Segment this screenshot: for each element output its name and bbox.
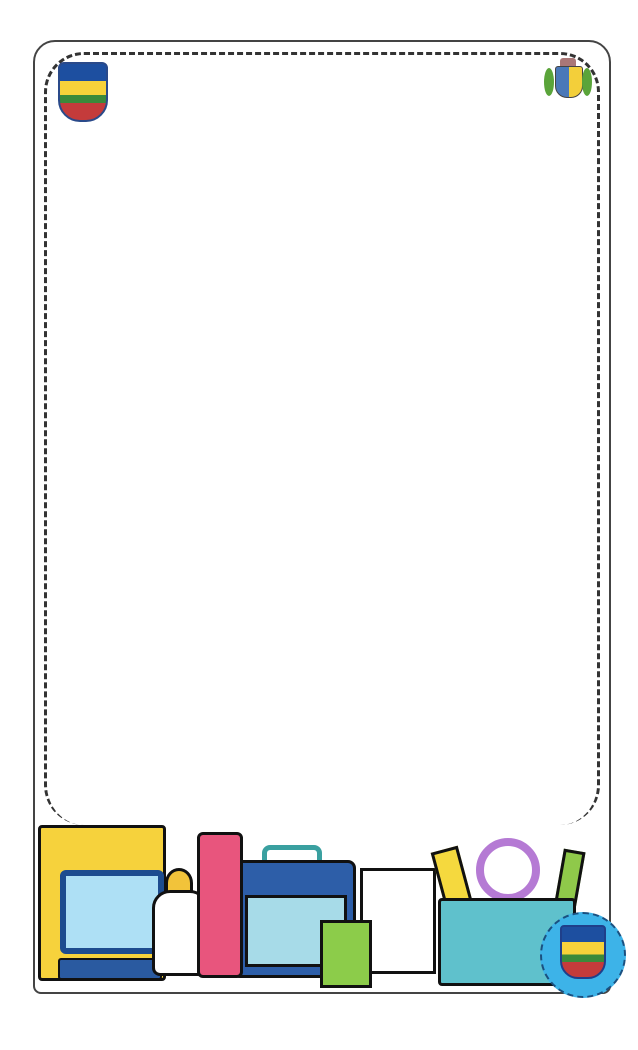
tulua-coat-of-arms-icon <box>543 58 593 104</box>
laurel-left-icon <box>544 68 554 96</box>
laurel-right-icon <box>582 68 592 96</box>
school-crest-icon <box>58 62 108 122</box>
scissors-icon <box>476 838 540 902</box>
keyboard-icon <box>58 958 162 980</box>
dot-border-top <box>0 12 638 42</box>
computer-icon <box>60 870 164 954</box>
dot-border-bottom <box>0 993 638 1023</box>
shield-icon <box>555 66 583 98</box>
marker-icon <box>197 832 243 978</box>
crown-icon <box>560 58 576 66</box>
juice-box-icon <box>320 920 372 988</box>
dashed-frame <box>44 52 600 825</box>
school-crest-small-icon <box>560 925 606 979</box>
